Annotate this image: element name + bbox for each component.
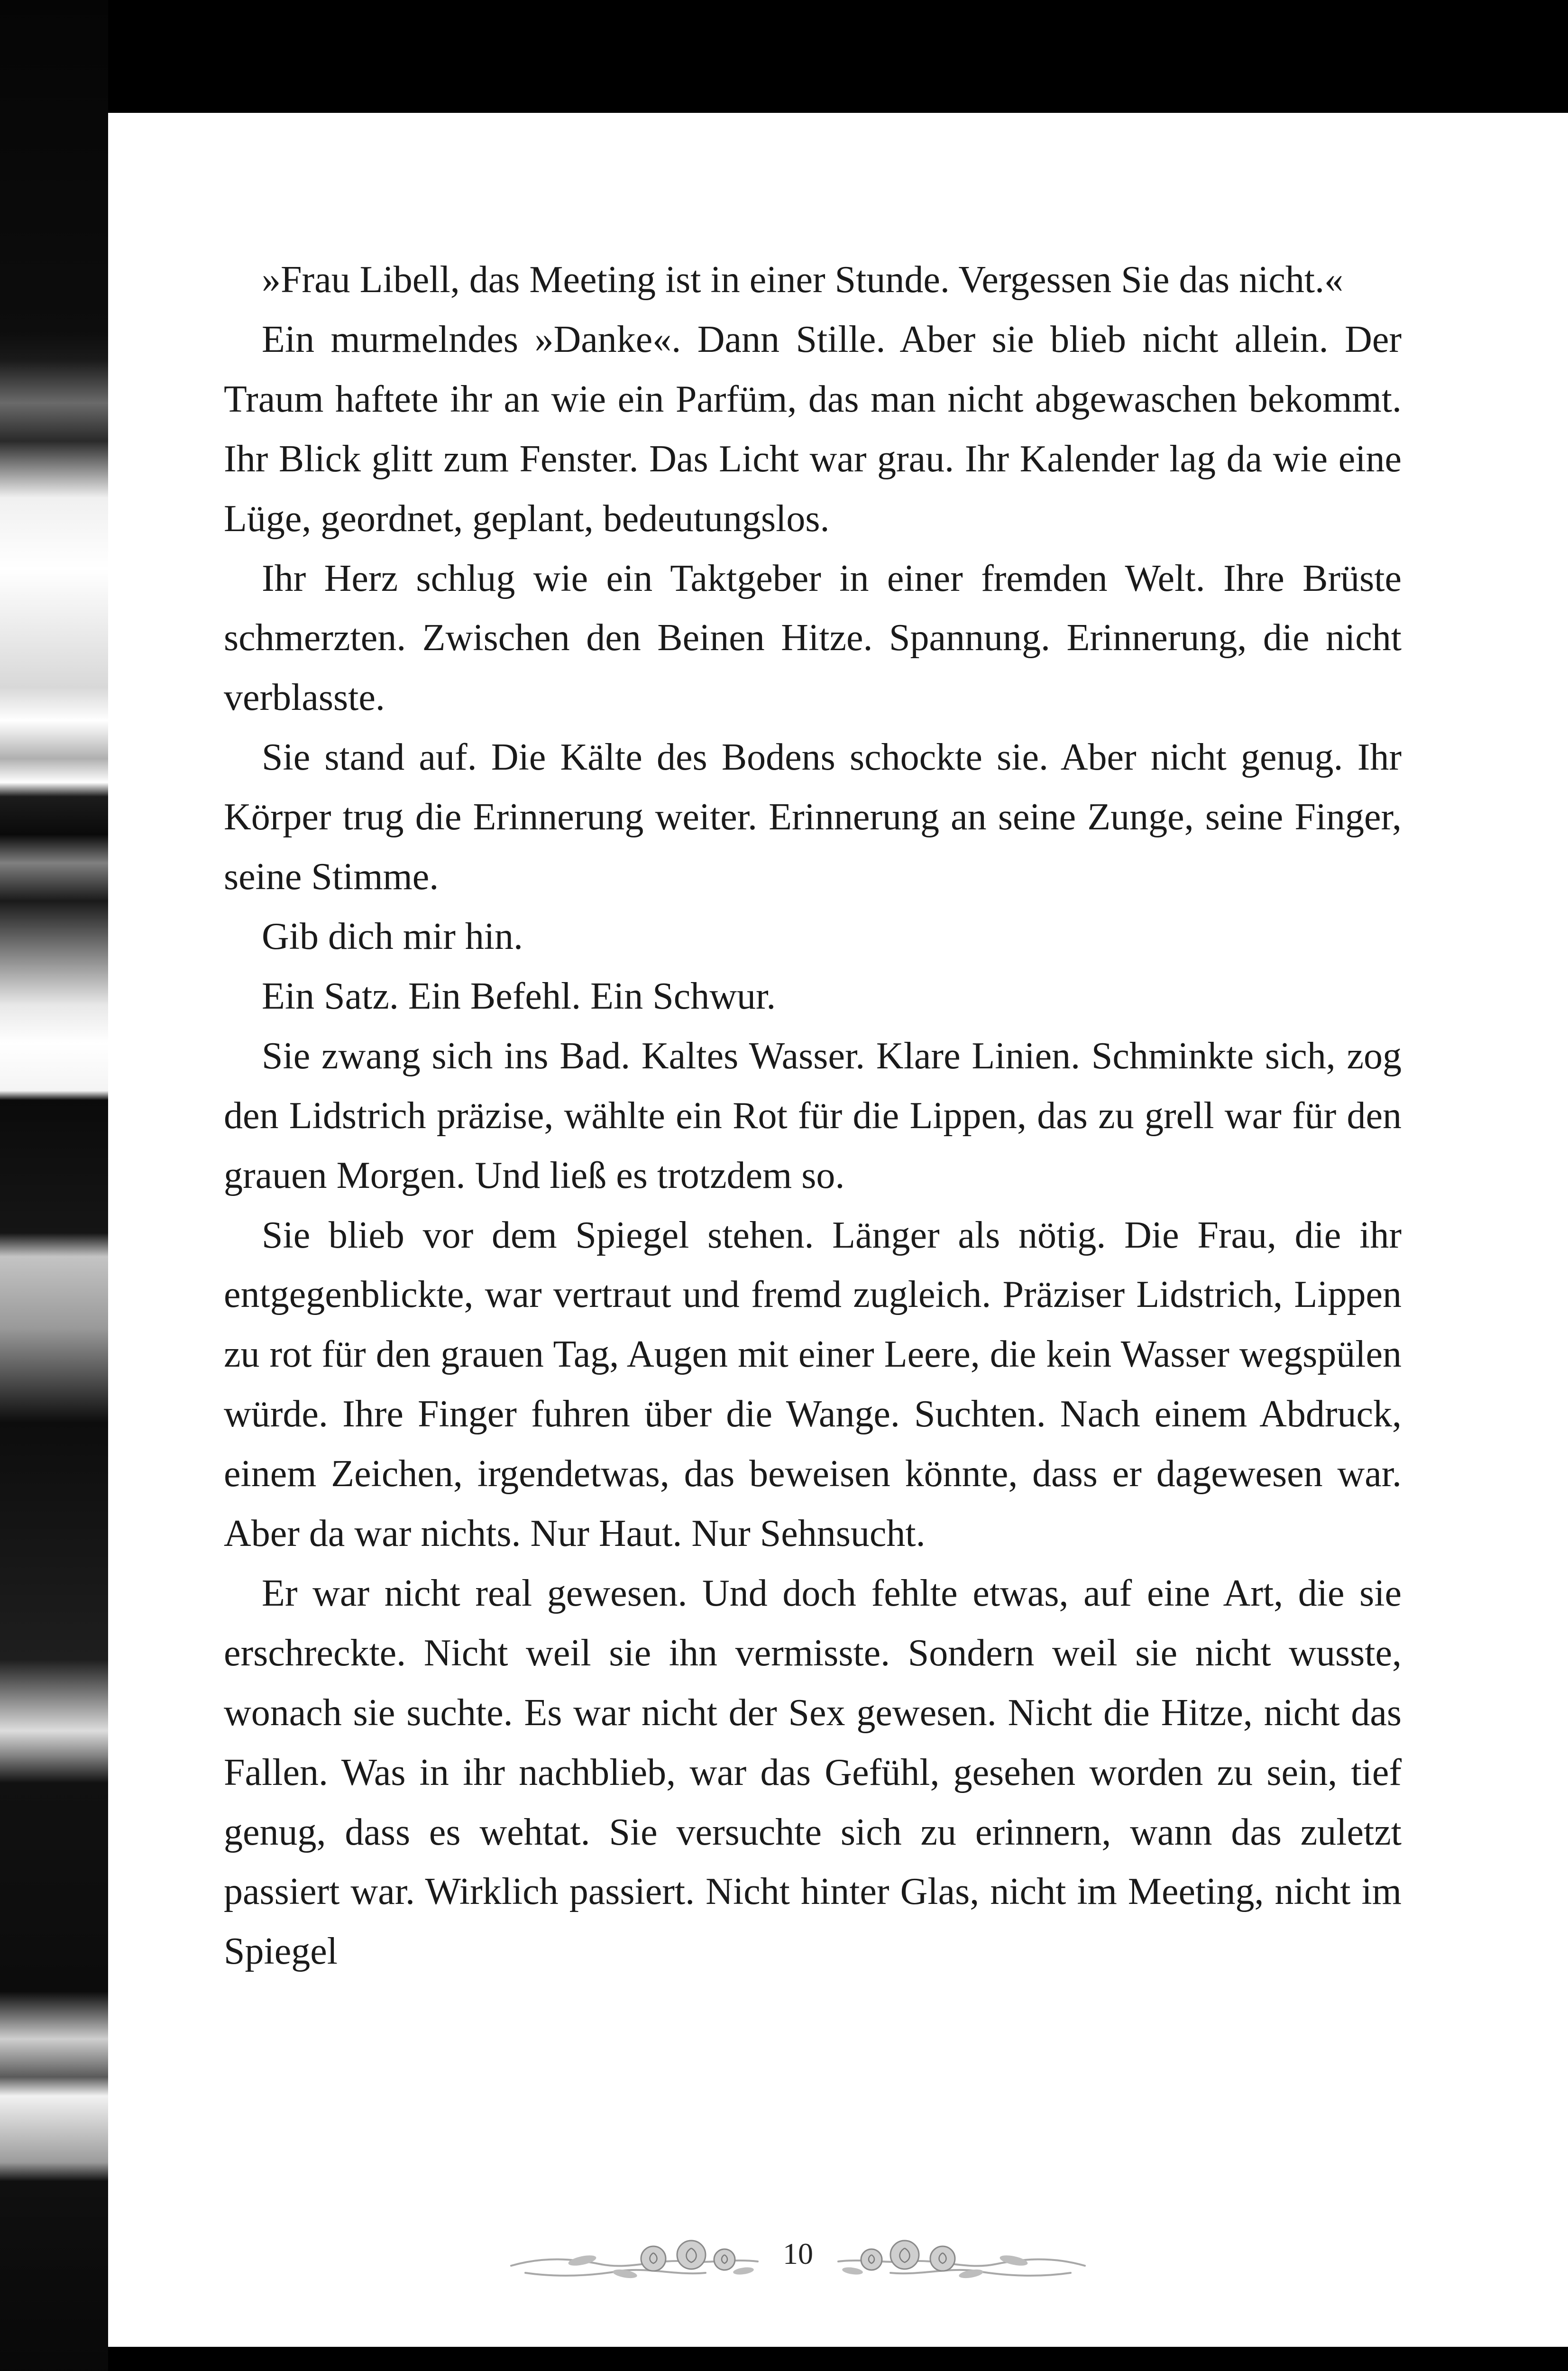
book-page (108, 113, 1568, 2347)
paragraph: Sie blieb vor dem Spiegel stehen. Länger als nötig. Die Frau, die ihr entgegenblickte, war vertraut und fremd zugleich. Präziser Lidstrich, Lippen zu rot für den grauen Tag, Augen mit einer Leere, die kein Wasser wegspülen würde. Ihre Finger fuhren über die Wange. Suchten. Nach einem Abdruck, einem Zeichen, irgendetwas, das beweisen könnte, dass er dagewesen war. Aber da war nichts. Nur Haut. Nur Sehnsucht. (224, 1214, 1402, 1555)
paragraph: Sie zwang sich ins Bad. Kaltes Wasser. Klare Linien. Schminkte sich, zog den Lidstrich präzise, wählte ein Rot für die Lippen, das zu grell war für den grauen Morgen. Und ließ es trotzdem so. (224, 1035, 1402, 1196)
floral-ornament-icon (108, 2230, 1568, 2297)
paragraph: Er war nicht real gewesen. Und doch fehlte etwas, auf eine Art, die sie erschreckte. Nicht weil sie ihn vermisste. Sondern weil sie nicht wusste, wonach sie suchte. Es war nicht der Sex gewesen. Nicht die Hitze, nicht das Fallen. Was in ihr nachblieb, war das Gefühl, gesehen worden zu sein, tief genug, dass es wehtat. Sie versuchte sich zu erinnern, wann das zuletzt passiert war. Wirklich passiert. Nicht hinter Glas, nicht im Meeting, nicht im Spiegel (224, 1572, 1402, 1973)
paragraph: Ein Satz. Ein Befehl. Ein Schwur. (262, 975, 776, 1017)
page-number: 10 (762, 2230, 834, 2278)
body-text (224, 250, 1402, 1982)
page-footer (108, 2230, 1568, 2297)
paragraph: Sie stand auf. Die Kälte des Bodens schockte sie. Aber nicht genug. Ihr Körper trug die Erinnerung weiter. Erinnerung an seine Zunge, seine Finger, seine Stimme. (224, 736, 1402, 898)
paragraph: Ein murmelndes »Danke«. Dann Stille. Aber sie blieb nicht allein. Der Traum haftete ihr an wie ein Parfüm, das man nicht abgewaschen bekommt. Ihr Blick glitt zum Fenster. Das Licht war grau. Ihr Kalender lag da wie eine Lüge, geordnet, geplant, bedeutungslos. (224, 318, 1402, 540)
paragraph: »Frau Libell, das Meeting ist in einer Stunde. Vergessen Sie das nicht.« (262, 259, 1344, 301)
scanner-edge-strip (0, 0, 108, 2371)
paragraph: Gib dich mir hin. (262, 915, 523, 957)
paragraph: Ihr Herz schlug wie ein Taktgeber in einer fremden Welt. Ihre Brüste schmerzten. Zwischen den Beinen Hitze. Spannung. Erinnerung, die nicht verblasste. (224, 557, 1402, 719)
